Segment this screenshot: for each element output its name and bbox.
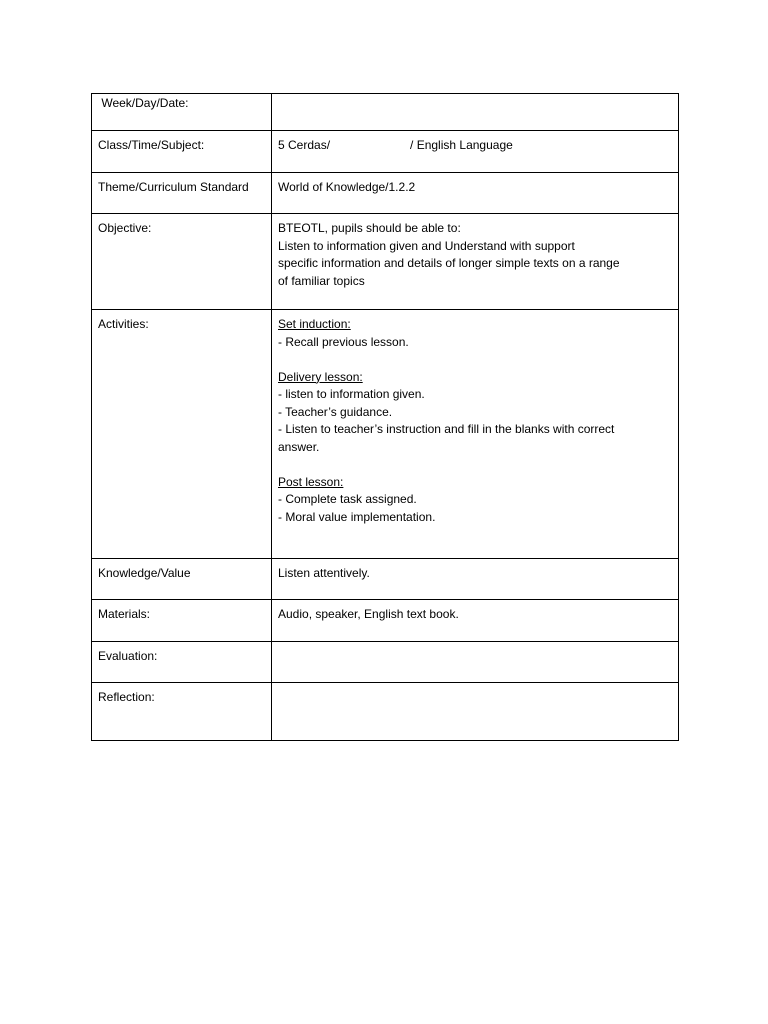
post-lesson-heading: Post lesson: bbox=[278, 474, 344, 489]
week-day-date-value bbox=[272, 94, 679, 131]
knowledge-value-row bbox=[92, 559, 679, 600]
theme-curriculum-value: World of Knowledge/1.2.2 bbox=[272, 173, 679, 214]
objective-line: Listen to information given and Understand with support bbox=[278, 238, 575, 253]
objective-row bbox=[92, 214, 679, 310]
objective-label: Objective: bbox=[92, 214, 272, 310]
activity-item: answer. bbox=[278, 439, 320, 454]
activity-item: - Listen to teacher’s instruction and fill in the blanks with correct bbox=[278, 422, 615, 436]
lesson-plan-table bbox=[91, 93, 679, 741]
reflection-label: Reflection: bbox=[92, 683, 272, 741]
class-time-subject-row bbox=[92, 131, 679, 173]
activities-value bbox=[272, 310, 679, 559]
delivery-lesson-heading: Delivery lesson: bbox=[278, 369, 363, 384]
activities-row bbox=[92, 310, 679, 559]
theme-curriculum-row bbox=[92, 173, 679, 214]
reflection-row bbox=[92, 683, 679, 741]
materials-value: Audio, speaker, English text book. bbox=[272, 600, 679, 642]
class-time-subject-label: Class/Time/Subject: bbox=[92, 131, 272, 173]
materials-label: Materials: bbox=[92, 600, 272, 642]
activities-label: Activities: bbox=[92, 310, 272, 559]
knowledge-value-value: Listen attentively. bbox=[272, 559, 679, 600]
activity-item: - Teacher’s guidance. bbox=[278, 404, 393, 419]
evaluation-value bbox=[272, 642, 679, 683]
evaluation-label: Evaluation: bbox=[92, 642, 272, 683]
objective-value bbox=[272, 214, 679, 310]
materials-row bbox=[92, 600, 679, 642]
evaluation-row bbox=[92, 642, 679, 683]
activity-item: - Moral value implementation. bbox=[278, 509, 436, 524]
objective-line: BTEOTL, pupils should be able to: bbox=[278, 221, 461, 235]
knowledge-value-label: Knowledge/Value bbox=[92, 559, 272, 600]
activity-item: - Recall previous lesson. bbox=[278, 334, 409, 349]
set-induction-heading: Set induction: bbox=[278, 317, 351, 331]
class-time-subject-value: 5 Cerdas/ / English Language bbox=[272, 131, 679, 173]
week-day-date-row bbox=[92, 94, 679, 131]
week-day-date-label: Week/Day/Date: bbox=[92, 94, 272, 131]
objective-line: specific information and details of longer simple texts on a range bbox=[278, 256, 620, 270]
activity-item: - Complete task assigned. bbox=[278, 492, 417, 506]
activity-item: - listen to information given. bbox=[278, 387, 425, 401]
theme-curriculum-label: Theme/Curriculum Standard bbox=[92, 173, 272, 214]
reflection-value bbox=[272, 683, 679, 741]
objective-line: of familiar topics bbox=[278, 273, 365, 288]
